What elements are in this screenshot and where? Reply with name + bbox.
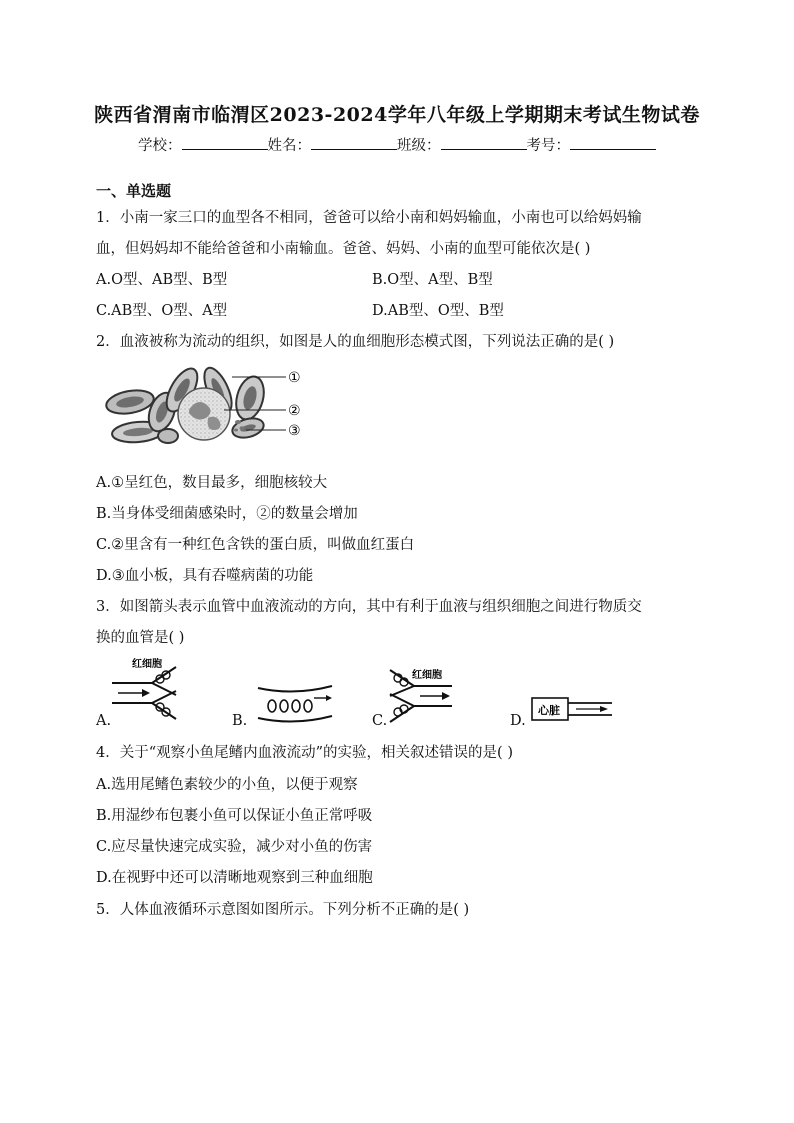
label-2: ② [288,403,301,419]
class-label: 班级： [397,138,441,154]
vessel-diagram-c [386,664,456,726]
name-label: 姓名： [267,138,311,154]
q3-option-a-label: A. [96,713,112,729]
rbc-label-c: 红细胞 [412,670,442,681]
q3-option-c-label: C. [372,713,388,729]
q2-option-a: A.①呈红色，数目最多，细胞核较大 [96,475,328,491]
q2-stem: 2．血液被称为流动的组织，如图是人的血细胞形态模式图，下列说法正确的是( ) [96,334,615,350]
heart-label: 心脏 [538,704,560,717]
q1-option-a: A.O型、AB型、B型 [96,272,228,288]
class-blank[interactable] [441,137,527,150]
q1-stem-line2: 血，但妈妈却不能给爸爸和小南输血。爸爸、妈妈、小南的血型可能依次是( ) [96,241,591,257]
label-3: ③ [288,423,301,439]
q1-stem-line1: 1．小南一家三口的血型各不相同，爸爸可以给小南和妈妈输血，小南也可以给妈妈输 [96,210,642,226]
school-label: 学校： [138,138,182,154]
q1-option-b: B.O型、A型、B型 [372,272,493,288]
q3-stem-line2: 换的血管是( ) [96,630,185,646]
q3-option-b-label: B. [232,713,248,729]
vessel-diagram-a [110,655,190,725]
q4-option-a: A.选用尾鳍色素较少的小鱼，以便于观察 [96,777,358,793]
school-blank[interactable] [182,137,268,150]
rbc-label-a: 红细胞 [132,659,162,670]
vessel-diagram-d [530,694,616,724]
q1-option-c: C.AB型、O型、A型 [96,303,228,319]
q5-stem: 5．人体血液循环示意图如图所示。下列分析不正确的是( ) [96,902,470,918]
q2-option-c: C.②里含有一种红色含铁的蛋白质，叫做血红蛋白 [96,537,415,553]
white-blood-cell [178,388,230,440]
student-info-row [0,134,794,155]
q2-option-b: B.当身体受细菌感染时，②的数量会增加 [96,506,358,522]
q3-option-d-label: D. [510,713,526,729]
q3-stem-line1: 3．如图箭头表示血管中血液流动的方向，其中有利于血液与组织细胞之间进行物质交 [96,599,642,615]
name-blank[interactable] [311,137,397,150]
q2-option-d: D.③血小板，具有吞噬病菌的功能 [96,568,314,584]
q4-option-d: D.在视野中还可以清晰地观察到三种血细胞 [96,870,373,886]
q4-option-b: B.用湿纱布包裹小鱼可以保证小鱼正常呼吸 [96,808,373,824]
exam-title: 陕西省渭南市临渭区2023-2024学年八年级上学期期末考试生物试卷 [94,104,700,126]
label-1: ① [288,370,301,386]
section-heading: 一、单选题 [96,182,172,200]
vessel-diagram-b [254,682,336,726]
q1-option-d: D.AB型、O型、B型 [372,303,504,319]
blood-cell-figure [100,360,320,450]
number-label: 考号： [526,138,570,154]
number-blank[interactable] [570,137,656,150]
q4-stem: 4．关于“观察小鱼尾鳍内血液流动”的实验，相关叙述错误的是( ) [96,745,513,761]
q4-option-c: C.应尽量快速完成实验，减少对小鱼的伤害 [96,839,373,855]
